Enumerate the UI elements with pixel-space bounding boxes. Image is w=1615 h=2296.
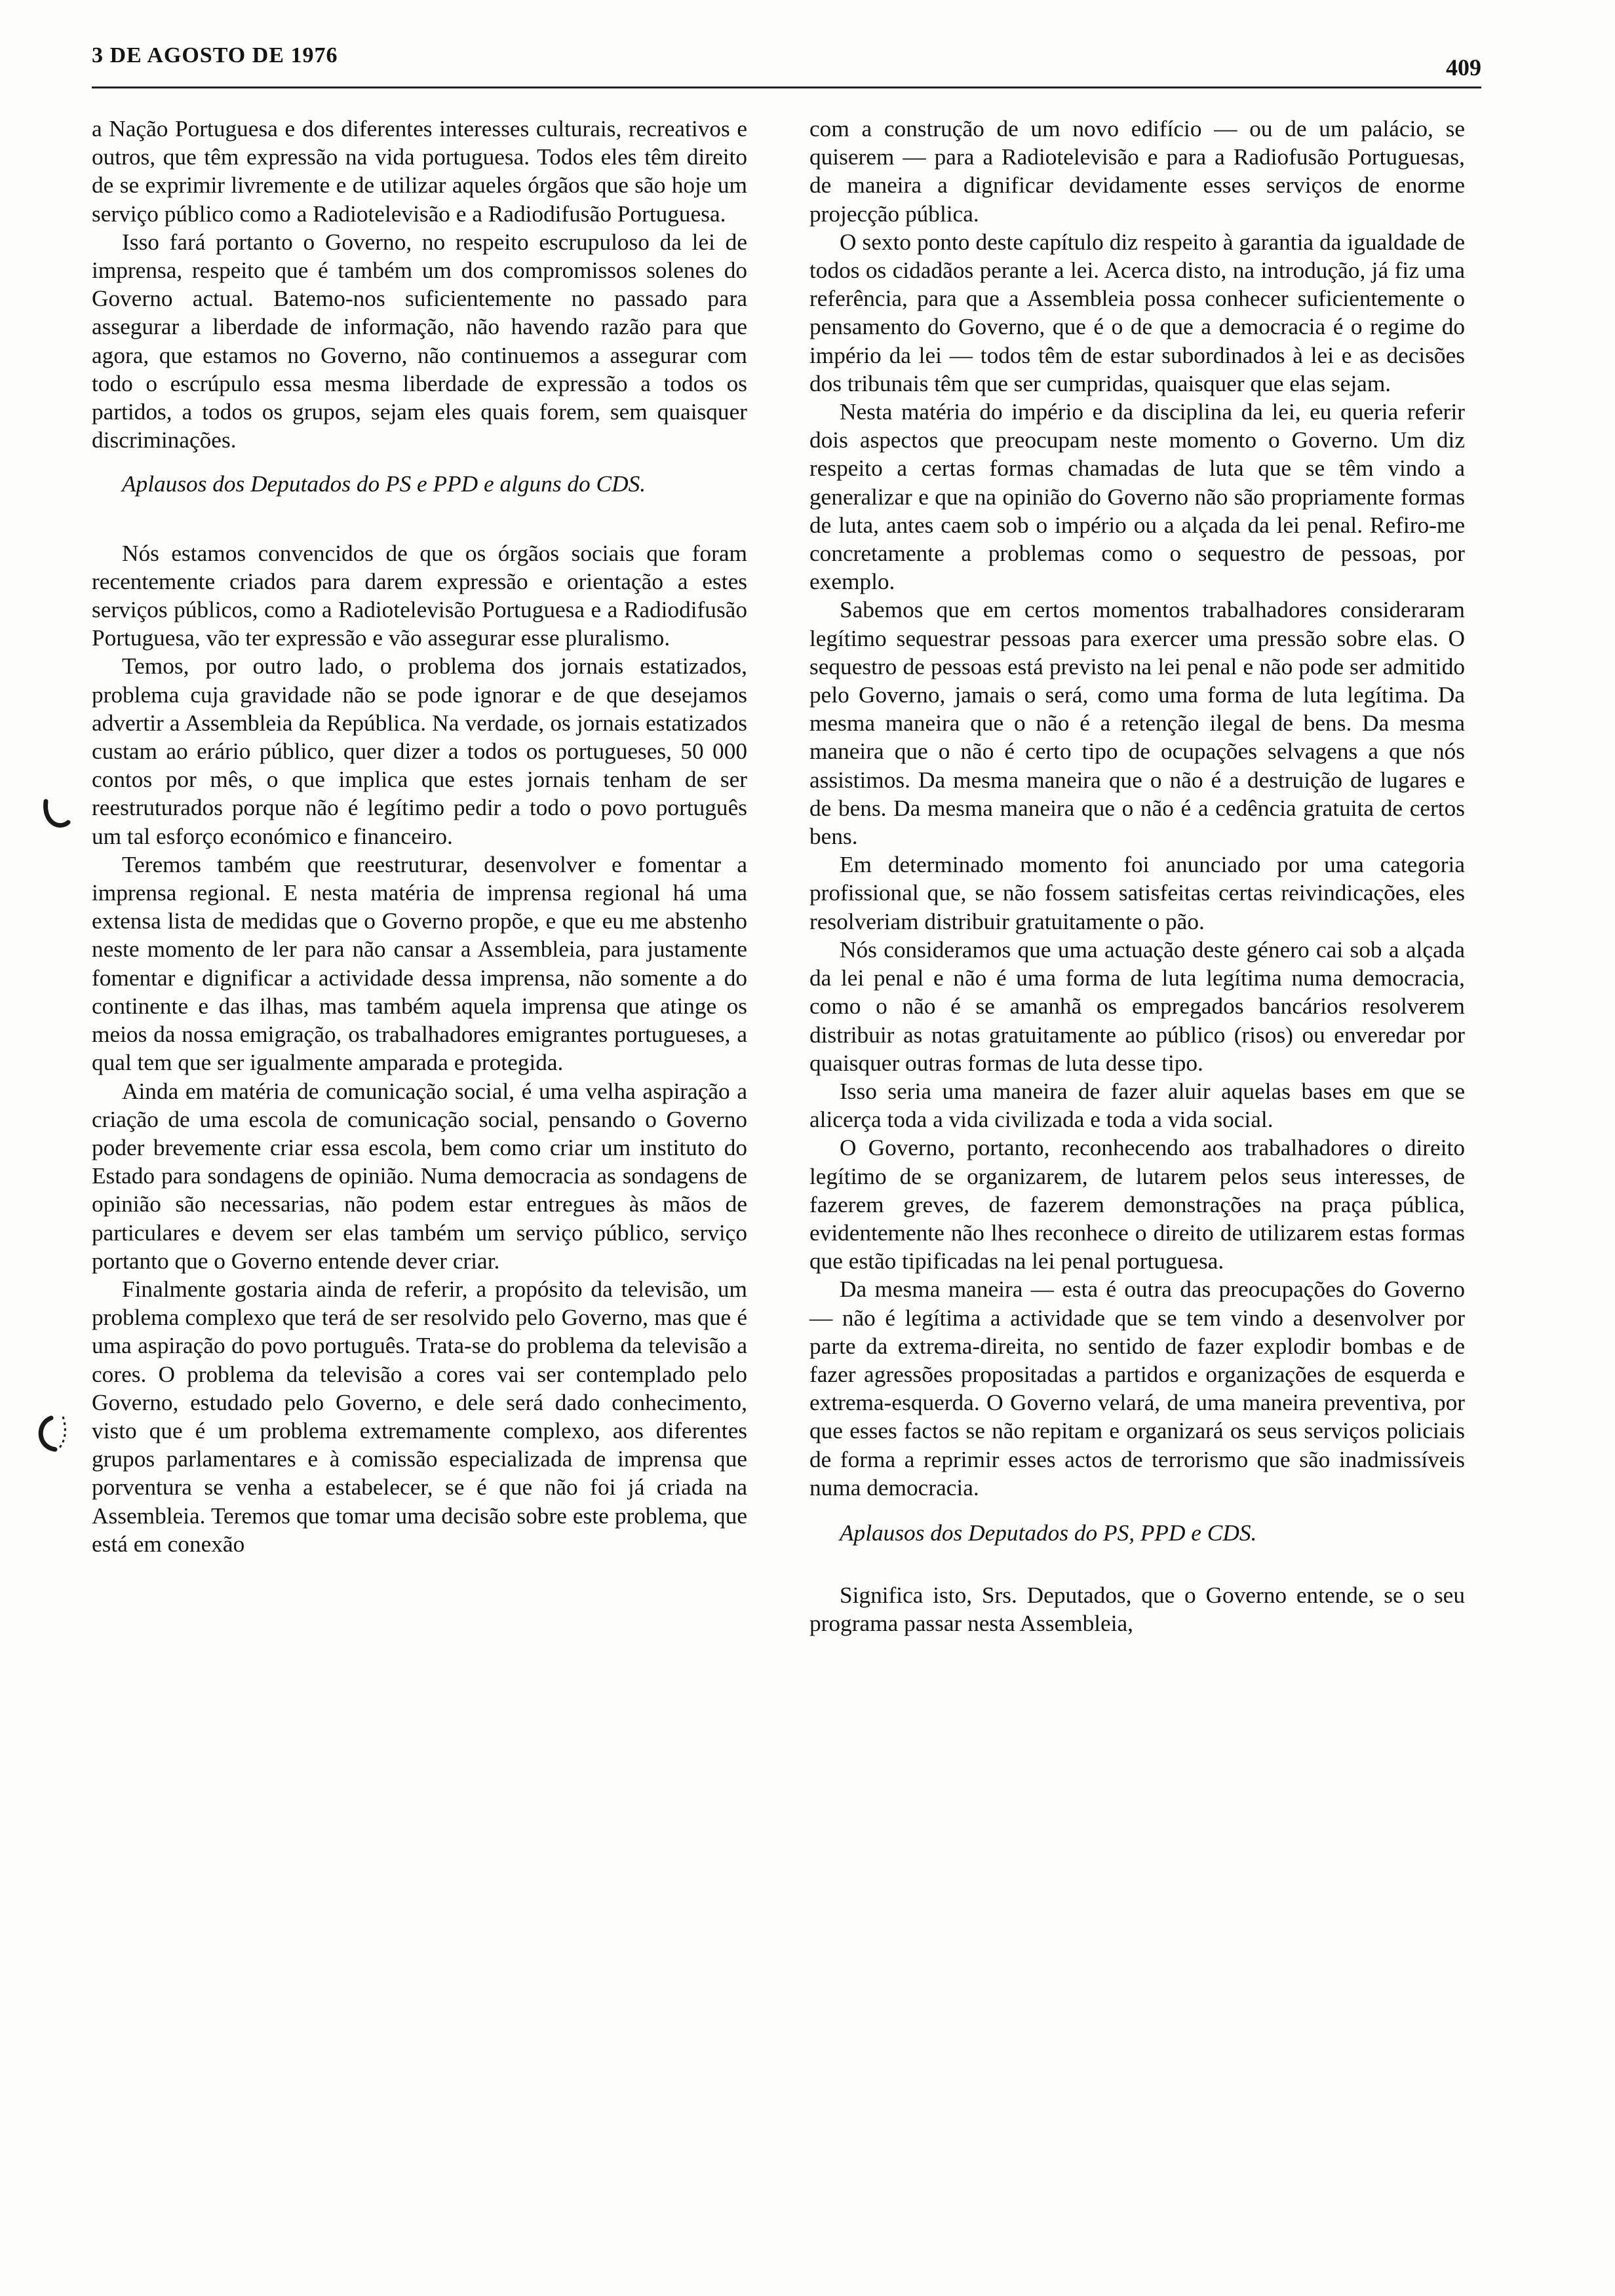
page-number: 409 [1446,54,1481,81]
left-paragraph-4: Temos, por outro lado, o problema dos jornais estatizados, problema cuja gravidade não se pode ignorar e de que desejamos advertir a Assembleia da República. Na verdade, os jornais estatizados custam ao erário público, quer dizer a todos os portugueses, 50 000 contos por mês, o que implica que estes jornais tenham de ser reestruturados porque não é legítimo pedir a todo o povo português um tal esforço económico e financeiro. [92,653,747,849]
punch-mark-upper-icon [39,796,72,835]
right-paragraph-3: Nesta matéria do império e da disciplina da lei, eu queria referir dois aspectos que preocupam neste momento o Governo. Um diz respeito a certas formas chamadas de luta que se têm vindo a generalizar e que na opinião do Governo não são propriamente formas de luta, antes caem sob o império ou a alçada da lei penal. Refiro-me concretamente a problemas como o sequestro de pessoas, por exemplo. [809,399,1465,595]
left-column [92,115,747,1558]
left-paragraph-6: Ainda em matéria de comunicação social, é uma velha aspiração a criação de uma escola de comunicação social, pensando o Governo poder brevemente criar essa escola, bem como criar um instituto do Estado para sondagens de opinião. Numa democracia as sondagens de opinião são necessarias, não podem estar entregues às mãos de particulares e devem ser elas também um serviço público, serviço portanto que o Governo entende dever criar. [92,1078,747,1274]
right-paragraph-9: Da mesma maneira — esta é outra das preocupações do Governo — não é legítima a actividade que se tem vindo a desenvolver por parte da extrema-direita, no sentido de fazer explodir bombas e de fazer agressões propositadas a partidos e organizações de esquerda e extrema-esquerda. O Governo velará, de uma maneira preventiva, por que esses factos se não repitam e organizará os seus serviços policiais de forma a reprimir esses actos de terrorismo que são inadmissíveis numa democracia. [809,1276,1465,1501]
right-paragraph-10: Significa isto, Srs. Deputados, que o Governo entende, se o seu programa passar nesta Assembleia, [809,1582,1465,1637]
right-paragraph-5: Em determinado momento foi anunciado por uma categoria profissional que, se não fossem satisfeitas certas reivindicações, eles resolveriam distribuir gratuitamente o pão. [809,852,1465,934]
right-paragraph-7: Isso seria uma maneira de fazer aluir aquelas bases em que se alicerça toda a vida civilizada e toda a vida social. [809,1078,1465,1133]
right-paragraph-4: Sabemos que em certos momentos trabalhadores consideraram legítimo sequestrar pessoas para exercer uma pressão sobre elas. O sequestro de pessoas está previsto na lei penal e não pode ser admitido pelo Governo, jamais o será, como uma forma de luta legítima. Da mesma maneira que o não é a retenção ilegal de bens. Da mesma maneira que o não é certo tipo de ocupações selvagens a que nós assistimos. Da mesma maneira que o não é a destruição de lugares e de bens. Da mesma maneira que o não é a cedência gratuita de certos bens. [809,597,1465,850]
left-paragraph-3: Nós estamos convencidos de que os órgãos sociais que foram recentemente criados para darem expressão e orientação a estes serviços públicos, como a Radiotelevisão Portuguesa e a Radiodifusão Portuguesa, vão ter expressão e vão assegurar esse pluralismo. [92,540,747,651]
page-header [92,41,1481,88]
left-paragraph-1: a Nação Portuguesa e dos diferentes interesses culturais, recreativos e outros, que têm expressão na vida portuguesa. Todos eles têm direito de se exprimir livremente e de utilizar aqueles órgãos que são hoje um serviço público como a Radiotelevisão e a Radiodifusão Portuguesa. [92,116,747,227]
left-paragraph-5: Teremos também que reestruturar, desenvolver e fomentar a imprensa regional. E nesta matéria de imprensa regional há uma extensa lista de medidas que o Governo propõe, e que eu me abstenho neste momento de ler para não cansar a Assembleia, para justamente fomentar e dignificar a actividade dessa imprensa, não somente a do continente e das ilhas, mas também aquela imprensa que atinge os meios da nossa emigração, os trabalhadores emigrantes portugueses, a qual tem que ser igualmente amparada e protegida. [92,851,747,1076]
right-paragraph-2: O sexto ponto deste capítulo diz respeito à garantia da igualdade de todos os cidadãos perante a lei. Acerca disto, na introdução, já fiz uma referência, para que a Assembleia possa conhecer suficientemente o pensamento do Governo, que é o de que a democracia é o regime do império da lei — todos têm de estar subordinados à lei e as decisões dos tribunais têm que ser cumpridas, quaisquer que elas sejam. [809,229,1465,396]
right-paragraph-1: com a construção de um novo edifício — ou de um palácio, se quiserem — para a Radiotelevisão e para a Radiofusão Portuguesas, de maneira a dignificar devidamente esses serviços de enorme projecção pública. [809,116,1465,227]
right-paragraph-6: Nós consideramos que uma actuação deste género cai sob a alçada da lei penal e não é uma forma de luta legítima numa democracia, como o não é se amanhã os empregados bancários resolverem distribuir as notas gratuitamente ao público (risos) ou enveredar por quaisquer outras formas de luta desse tipo. [809,936,1465,1076]
applause-note-2: Aplausos dos Deputados do PS, PPD e CDS. [840,1520,1257,1546]
punch-mark-lower-icon [33,1409,72,1458]
left-paragraph-2: Isso fará portanto o Governo, no respeito escrupuloso da lei de imprensa, respeito que é também um dos compromissos solenes do Governo actual. Batemo-nos suficientemente no passado para assegurar a liberdade de informação, não havendo razão para que agora, que estamos no Governo, não continuemos a assegurar com todo o escrúpulo essa mesma liberdade de expressão a todos os partidos, a todos os grupos, sejam eles quais forem, sem quaisquer discriminações. [92,229,747,453]
right-paragraph-8: O Governo, portanto, reconhecendo aos trabalhadores o direito legítimo de se organizarem, de lutarem pelos seus interesses, de fazerem greves, de fazerem demonstrações na praça pública, evidentemente não lhes reconhece o direito de utilizarem estas formas que estão tipificadas na lei penal portuguesa. [809,1135,1465,1274]
left-paragraph-7: Finalmente gostaria ainda de referir, a propósito da televisão, um problema complexo que terá de ser resolvido pelo Governo, mas que é uma aspiração do povo português. Trata-se do problema da televisão a cores. O problema da televisão a cores vai ser contemplado pelo Governo, estudado pelo Governo, e dele será dado conhecimento, visto que é um problema extremamente complexo, aos diferentes grupos parlamentares e à comissão especializada de imprensa que porventura se venha a estabelecer, se é que não foi já criada na Assembleia. Teremos que tomar uma decisão sobre este problema, que está em conexão [92,1276,747,1557]
applause-note-1: Aplausos dos Deputados do PS e PPD e alguns do CDS. [122,471,646,497]
right-column [809,115,1465,1638]
header-date: 3 DE AGOSTO DE 1976 [92,43,338,67]
